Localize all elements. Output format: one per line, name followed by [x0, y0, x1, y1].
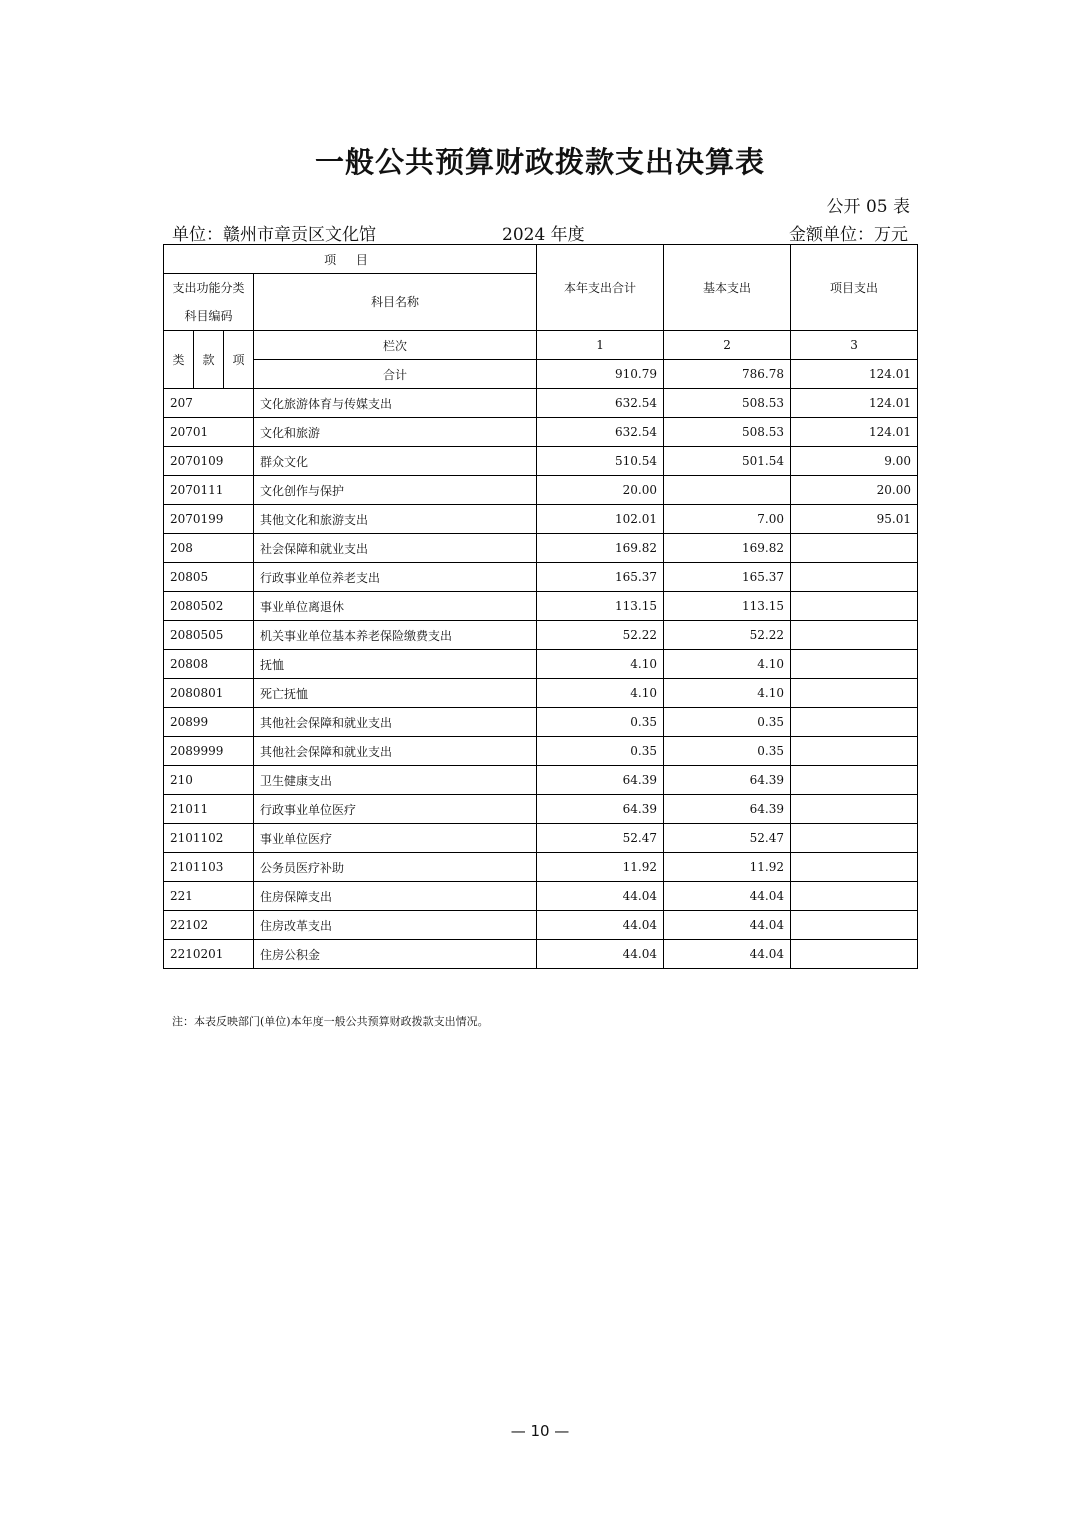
row-basic: 4.10: [664, 650, 791, 679]
row-total: 44.04: [537, 940, 664, 969]
row-basic: 169.82: [664, 534, 791, 563]
row-basic: 44.04: [664, 911, 791, 940]
row-project: 95.01: [791, 505, 918, 534]
row-project: [791, 911, 918, 940]
form-number: 公开 05 表: [826, 197, 910, 217]
row-name: 其他社会保障和就业支出: [254, 708, 537, 737]
header-total: 本年支出合计: [537, 245, 664, 331]
row-name: 机关事业单位基本养老保险缴费支出: [254, 621, 537, 650]
row-code: 21011: [164, 795, 254, 824]
table-row: [164, 940, 918, 969]
header-basic: 基本支出: [664, 245, 791, 331]
row-project: 9.00: [791, 447, 918, 476]
row-total: 0.35: [537, 708, 664, 737]
row-basic: 165.37: [664, 563, 791, 592]
row-code: 20805: [164, 563, 254, 592]
table-note: 注：本表反映部门(单位)本年度一般公共预算财政拨款支出情况。: [172, 1015, 489, 1028]
row-name: 行政事业单位养老支出: [254, 563, 537, 592]
row-project: [791, 650, 918, 679]
header-project-expenditure: 项目支出: [791, 245, 918, 331]
row-total: 44.04: [537, 911, 664, 940]
header-column-index: 栏次: [254, 331, 537, 360]
header-row-1: [164, 245, 918, 274]
row-code: 2210201: [164, 940, 254, 969]
row-name: 抚恤: [254, 650, 537, 679]
row-project: [791, 592, 918, 621]
row-basic: 508.53: [664, 389, 791, 418]
row-code: 2080505: [164, 621, 254, 650]
header-code: 支出功能分类科目编码: [164, 274, 254, 331]
table-row: [164, 882, 918, 911]
table-row: [164, 563, 918, 592]
row-basic: 44.04: [664, 940, 791, 969]
row-code: 20899: [164, 708, 254, 737]
row-basic: 52.47: [664, 824, 791, 853]
header-project: 项 目: [164, 245, 537, 274]
row-basic: 0.35: [664, 737, 791, 766]
row-project: [791, 563, 918, 592]
row-basic: 64.39: [664, 766, 791, 795]
row-total: 0.35: [537, 737, 664, 766]
table-row: [164, 447, 918, 476]
table-row: [164, 766, 918, 795]
row-basic: 64.39: [664, 795, 791, 824]
row-total: 4.10: [537, 679, 664, 708]
row-total: 510.54: [537, 447, 664, 476]
row-total: 113.15: [537, 592, 664, 621]
budget-table: [163, 244, 918, 969]
header-name: 科目名称: [254, 274, 537, 331]
row-code: 2101103: [164, 853, 254, 882]
table-row: [164, 824, 918, 853]
row-code: 2080801: [164, 679, 254, 708]
row-project: [791, 795, 918, 824]
table-row: [164, 418, 918, 447]
header-xiang: 项: [224, 331, 254, 389]
table-row: [164, 505, 918, 534]
row-total: 20.00: [537, 476, 664, 505]
row-project: [791, 708, 918, 737]
row-basic: 52.22: [664, 621, 791, 650]
row-project: 20.00: [791, 476, 918, 505]
row-name: 死亡抚恤: [254, 679, 537, 708]
document-title: 一般公共预算财政拨款支出决算表: [314, 145, 765, 179]
table-row: [164, 389, 918, 418]
sum-total: 910.79: [537, 360, 664, 389]
row-total: 64.39: [537, 795, 664, 824]
row-code: 20808: [164, 650, 254, 679]
row-name: 文化和旅游: [254, 418, 537, 447]
table-row: [164, 708, 918, 737]
row-total: 169.82: [537, 534, 664, 563]
row-name: 住房改革支出: [254, 911, 537, 940]
sum-label: 合计: [254, 360, 537, 389]
row-basic: 44.04: [664, 882, 791, 911]
column-index-1: 1: [537, 331, 664, 360]
row-basic: 11.92: [664, 853, 791, 882]
row-code: 208: [164, 534, 254, 563]
row-name: 其他社会保障和就业支出: [254, 737, 537, 766]
table-row: [164, 679, 918, 708]
row-total: 165.37: [537, 563, 664, 592]
table-row: [164, 476, 918, 505]
row-code: 2101102: [164, 824, 254, 853]
row-project: [791, 853, 918, 882]
row-name: 行政事业单位医疗: [254, 795, 537, 824]
row-name: 文化创作与保护: [254, 476, 537, 505]
row-code: 2070111: [164, 476, 254, 505]
row-total: 52.47: [537, 824, 664, 853]
fiscal-year: 2024 年度: [502, 225, 585, 245]
column-index-3: 3: [791, 331, 918, 360]
row-code: 22102: [164, 911, 254, 940]
row-basic: 113.15: [664, 592, 791, 621]
sum-row: [164, 360, 918, 389]
row-code: 20701: [164, 418, 254, 447]
row-project: [791, 534, 918, 563]
row-basic: 0.35: [664, 708, 791, 737]
row-name: 住房公积金: [254, 940, 537, 969]
table-row: [164, 911, 918, 940]
row-basic: [664, 476, 791, 505]
row-code: 2089999: [164, 737, 254, 766]
row-name: 事业单位离退休: [254, 592, 537, 621]
table-row: [164, 534, 918, 563]
row-code: 221: [164, 882, 254, 911]
amount-unit-label: 金额单位：万元: [789, 225, 908, 245]
row-code: 2070199: [164, 505, 254, 534]
table-row: [164, 737, 918, 766]
row-total: 632.54: [537, 418, 664, 447]
page-number: — 10 —: [510, 1422, 570, 1440]
row-code: 2080502: [164, 592, 254, 621]
column-index-2: 2: [664, 331, 791, 360]
row-project: 124.01: [791, 389, 918, 418]
table-row: [164, 853, 918, 882]
row-project: [791, 824, 918, 853]
table-row: [164, 650, 918, 679]
row-project: 124.01: [791, 418, 918, 447]
row-total: 64.39: [537, 766, 664, 795]
row-name: 卫生健康支出: [254, 766, 537, 795]
row-basic: 7.00: [664, 505, 791, 534]
row-basic: 4.10: [664, 679, 791, 708]
row-total: 102.01: [537, 505, 664, 534]
row-total: 44.04: [537, 882, 664, 911]
row-total: 4.10: [537, 650, 664, 679]
table-row: [164, 621, 918, 650]
row-name: 其他文化和旅游支出: [254, 505, 537, 534]
row-basic: 508.53: [664, 418, 791, 447]
row-name: 社会保障和就业支出: [254, 534, 537, 563]
row-project: [791, 737, 918, 766]
header-kuan: 款: [194, 331, 224, 389]
row-total: 632.54: [537, 389, 664, 418]
unit-label: 单位：赣州市章贡区文化馆: [172, 225, 376, 245]
row-name: 文化旅游体育与传媒支出: [254, 389, 537, 418]
table-row: [164, 592, 918, 621]
row-total: 11.92: [537, 853, 664, 882]
row-project: [791, 766, 918, 795]
row-total: 52.22: [537, 621, 664, 650]
row-name: 住房保障支出: [254, 882, 537, 911]
row-name: 公务员医疗补助: [254, 853, 537, 882]
row-project: [791, 679, 918, 708]
sum-project: 124.01: [791, 360, 918, 389]
header-row-3: [164, 331, 918, 360]
header-lei: 类: [164, 331, 194, 389]
row-basic: 501.54: [664, 447, 791, 476]
row-project: [791, 940, 918, 969]
row-project: [791, 621, 918, 650]
row-code: 2070109: [164, 447, 254, 476]
sum-basic: 786.78: [664, 360, 791, 389]
row-code: 210: [164, 766, 254, 795]
row-project: [791, 882, 918, 911]
row-name: 群众文化: [254, 447, 537, 476]
table-row: [164, 795, 918, 824]
row-name: 事业单位医疗: [254, 824, 537, 853]
row-code: 207: [164, 389, 254, 418]
